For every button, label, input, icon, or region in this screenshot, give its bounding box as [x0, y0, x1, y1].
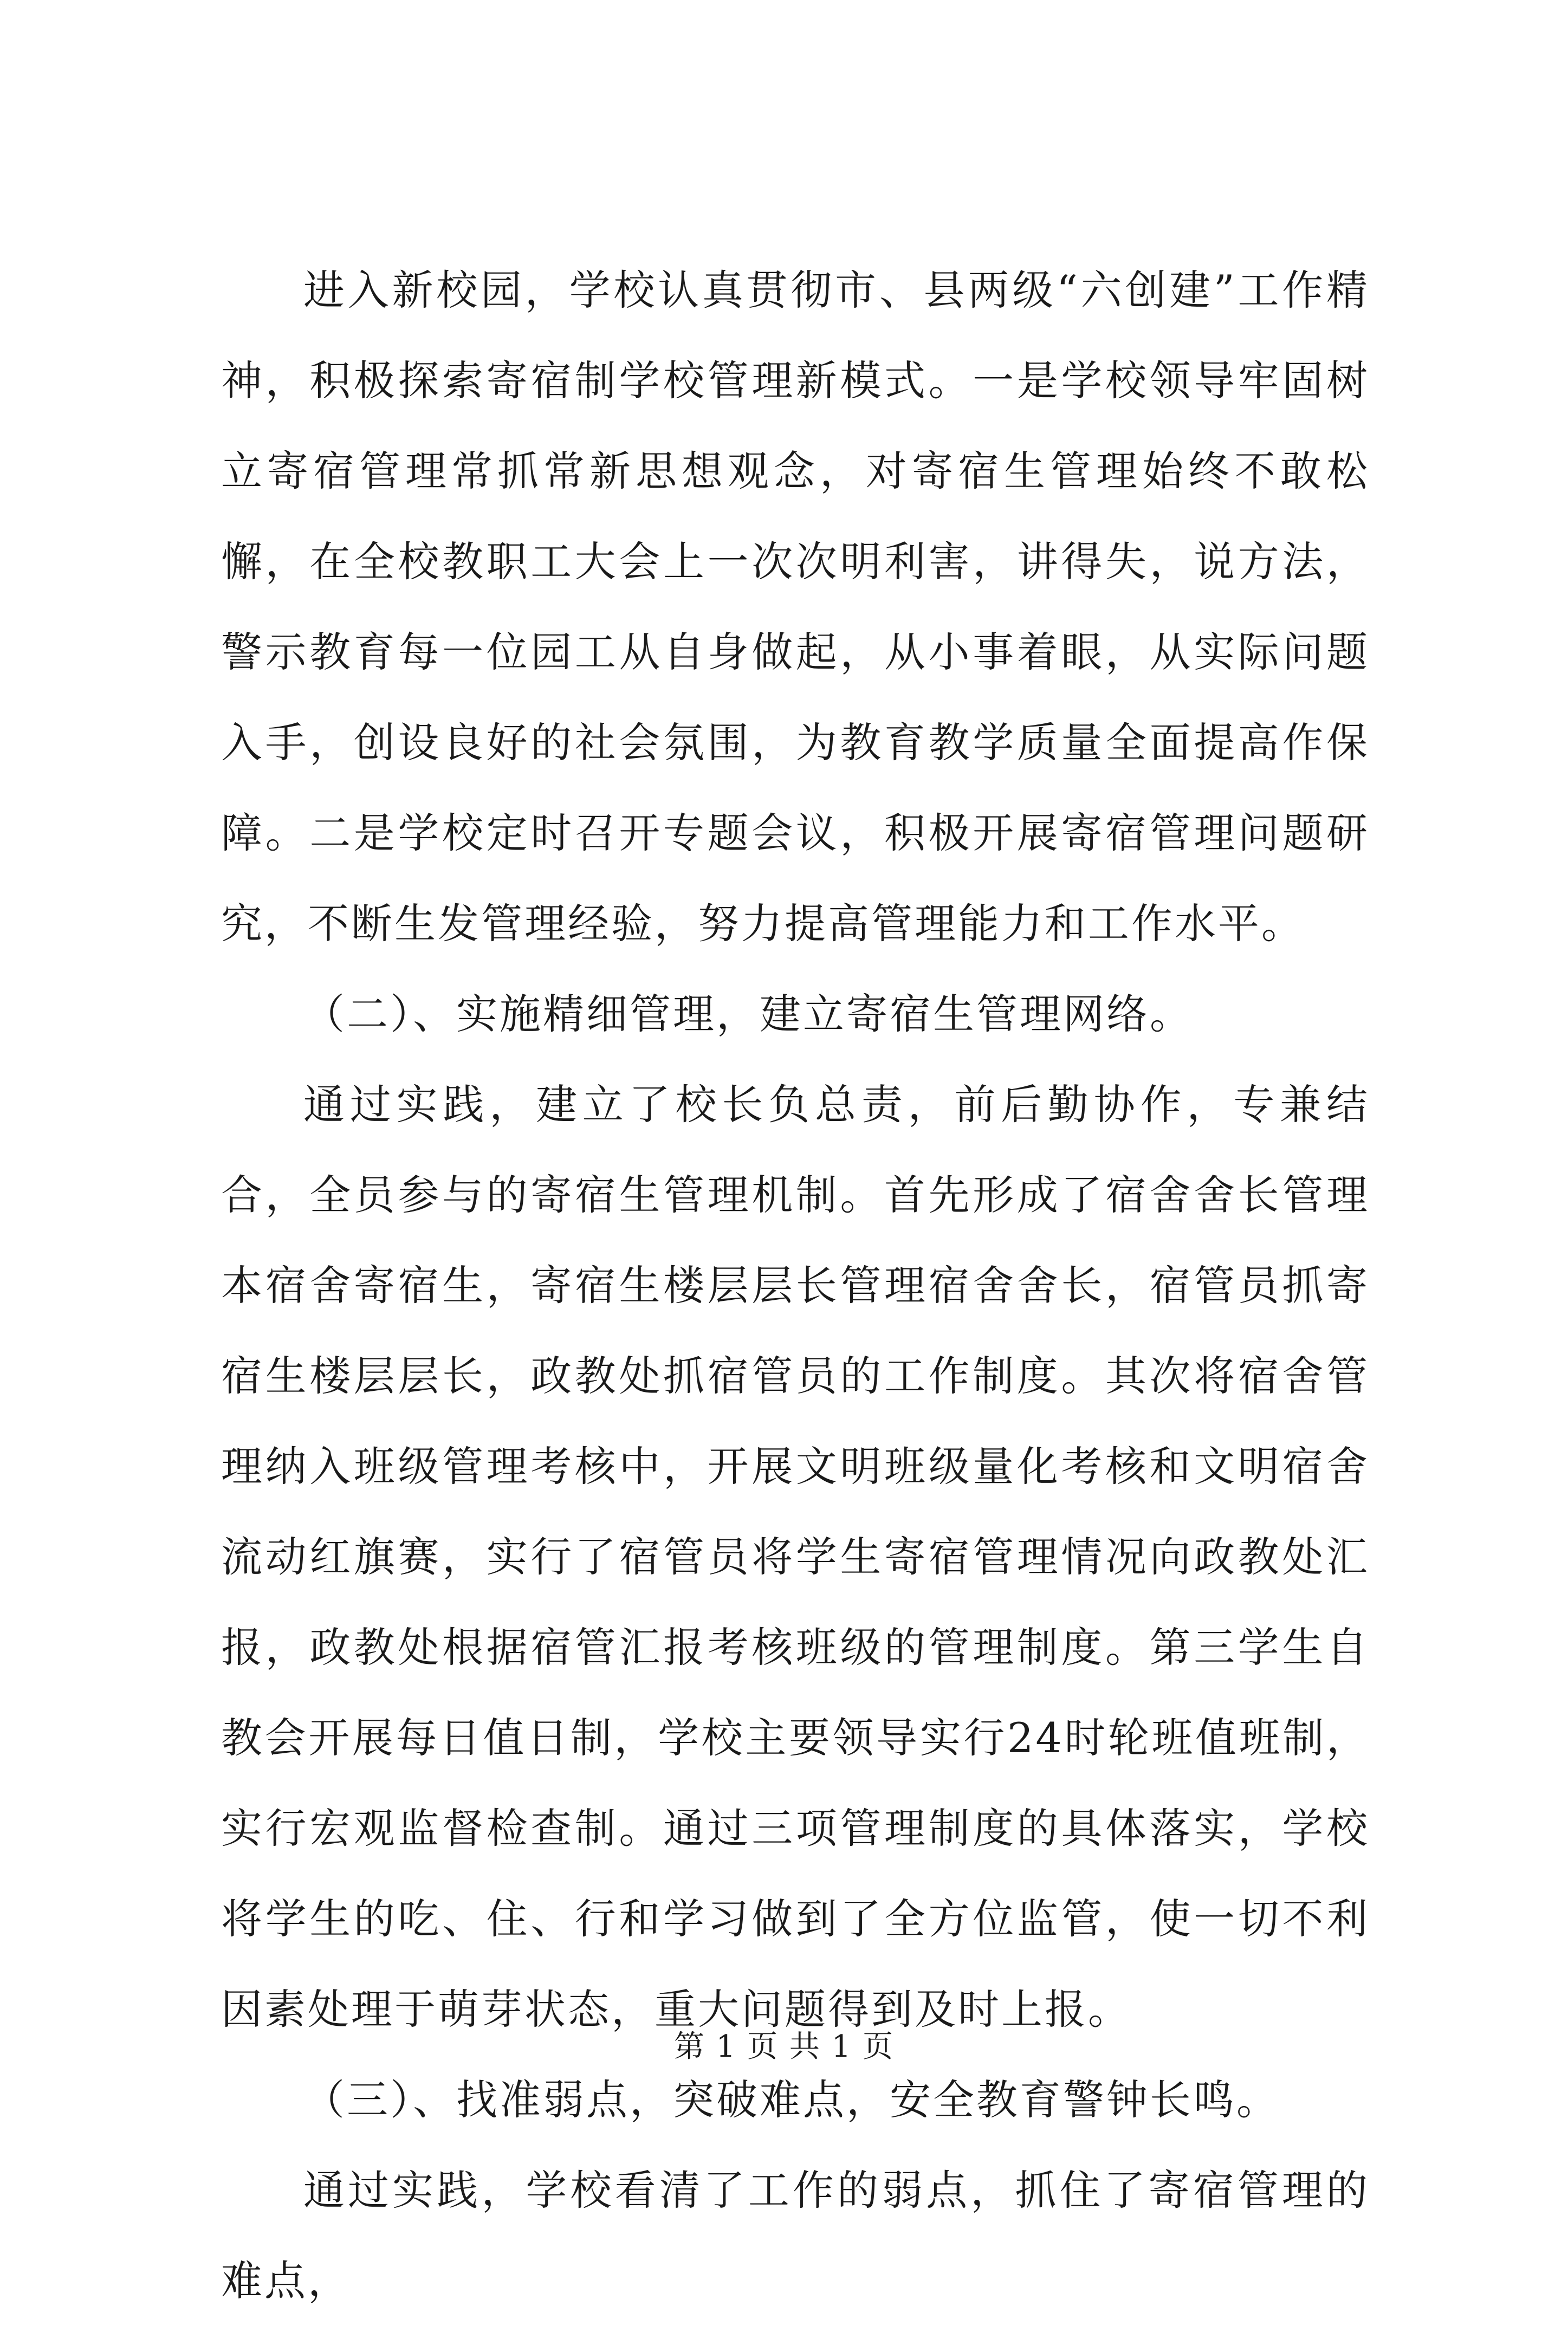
body-paragraph: 通过实践，学校看清了工作的弱点，抓住了寄宿管理的难点， — [221, 2166, 1370, 2305]
section-heading: （二）、实施精细管理，建立寄宿生管理网络。 — [303, 990, 1193, 1038]
document-body — [221, 245, 1370, 2326]
section-heading: （三）、找准弱点，突破难点，安全教育警钟长鸣。 — [303, 2076, 1280, 2124]
body-paragraph: 进入新校园，学校认真贯彻市、县两级“六创建”工作精神，积极探索寄宿制学校管理新模式。一是学校领导牢固树立寄宿管理常抓常新思想观念，对寄宿生管理始终不敢松懈，在全校教职工大会上一次次明利害，讲得失，说方法，警示教育每一位园工从自身做起，从小事着眼，从实际问题入手，创设良好的社会氛围，为教育教学质量全面提高作保障。二是学校定时召开专题会议，积极开展寄宿管理问题研究，不断生发管理经验，努力提高管理能力和工作水平。 — [221, 266, 1370, 948]
body-paragraph: 通过实践，建立了校长负总责，前后勤协作，专兼结合，全员参与的寄宿生管理机制。首先形成了宿舍舍长管理本宿舍寄宿生，寄宿生楼层层长管理宿舍舍长，宿管员抓寄宿生楼层层长，政教处抓宿管员的工作制度。其次将宿舍管理纳入班级管理考核中，开展文明班级量化考核和文明宿舍流动红旗赛，实行了宿管员将学生寄宿管理情况向政教处汇报，政教处根据宿管汇报考核班级的管理制度。第三学生自教会开展每日值日制，学校主要领导实行24时轮班值班制，实行宏观监督检查制。通过三项管理制度的具体落实，学校将学生的吃、住、行和学习做到了全方位监管，使一切不利因素处理于萌芽状态，重大问题得到及时上报。 — [221, 1080, 1370, 2033]
page-number-footer: 第 1 页 共 1 页 — [673, 2029, 895, 2064]
